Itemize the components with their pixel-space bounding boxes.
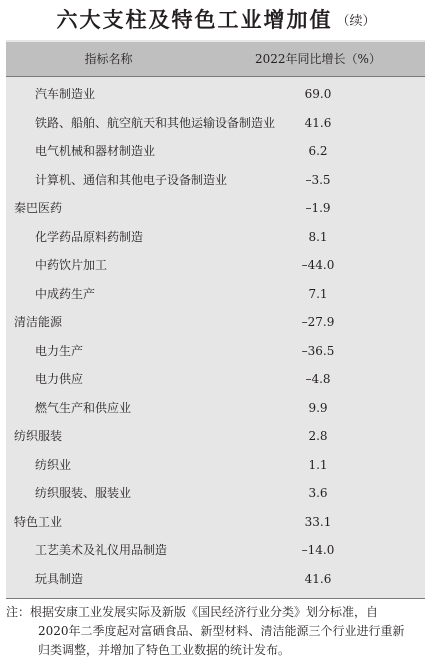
row-label: 纺织服装 [14,429,63,443]
row-label: 电力生产 [35,343,84,358]
row-label: 纺织业 [35,457,72,472]
table-row-subcategory [6,394,425,423]
row-label: 中药饮片加工 [35,258,108,272]
table-bottom-rule [6,598,425,599]
table-row-category [6,508,425,537]
header-growth-rate: 2022年同比增长（%） [255,52,381,66]
table-row-subcategory [6,337,425,366]
row-label: 铁路、船舶、航空航天和其他运输设备制造业 [35,115,276,130]
row-value: 3.6 [308,486,328,500]
table-row-subcategory [6,365,425,394]
table-row-category [6,422,425,451]
page-title [0,4,432,38]
row-value: –44.0 [301,258,335,272]
row-value: –1.9 [305,201,331,215]
table-row-category [6,194,425,223]
table-row-subcategory [6,80,425,109]
row-value: 2.8 [308,429,328,443]
table-row-subcategory [6,536,425,565]
row-value: –3.5 [305,172,331,187]
table-row-category [6,308,425,337]
row-label: 化学药品原料药制造 [35,229,144,244]
table-row-subcategory [6,166,425,195]
row-value: –4.8 [305,372,331,386]
row-value: –27.9 [301,315,335,329]
row-value: 6.2 [308,144,328,158]
table-row-subcategory [6,109,425,138]
row-label: 电力供应 [35,372,84,386]
table-header [6,42,425,77]
row-value: –14.0 [301,543,335,557]
table-body [6,80,425,593]
row-label: 清洁能源 [14,315,63,329]
row-label: 电气机械和器材制造业 [35,144,156,158]
row-value: 69.0 [304,87,332,101]
table-row-subcategory [6,251,425,280]
table-row-subcategory [6,280,425,309]
footnote-line: 2020年二季度起对富硒食品、新型材料、清洁能源三个行业进行重新 [38,624,405,638]
table-row-subcategory [6,479,425,508]
row-value: –36.5 [301,343,335,358]
footnote-line: 注：根据安康工业发展实际及新版《国民经济行业分类》划分标准，自 [6,605,379,619]
row-label: 特色工业 [14,514,63,529]
row-value: 33.1 [304,514,332,529]
row-label: 玩具制造 [35,571,84,586]
row-value: 9.9 [308,400,328,415]
row-value: 8.1 [308,229,328,244]
table-row-subcategory [6,137,425,166]
title-suffix: （续） [336,13,376,29]
table-row-subcategory [6,223,425,252]
row-label: 汽车制造业 [35,87,96,101]
row-label: 计算机、通信和其他电子设备制造业 [35,172,228,187]
header-indicator-name: 指标名称 [84,52,133,66]
footnote-line: 归类调整，并增加了特色工业数据的统计发布。 [38,643,291,657]
row-value: 1.1 [308,457,328,472]
row-value: 41.6 [304,571,332,586]
row-label: 中成药生产 [35,286,96,301]
footnote [6,603,426,660]
row-label: 秦巴医药 [14,201,63,215]
row-value: 7.1 [308,286,328,301]
row-label: 燃气生产和供应业 [35,400,132,415]
row-label: 工艺美术及礼仪用品制造 [35,543,168,557]
table-row-subcategory [6,565,425,594]
row-value: 41.6 [304,115,332,130]
row-label: 纺织服装、服装业 [35,486,132,500]
table-row-subcategory [6,451,425,480]
title-main: 六大支柱及特色工业增加值 [56,7,333,32]
